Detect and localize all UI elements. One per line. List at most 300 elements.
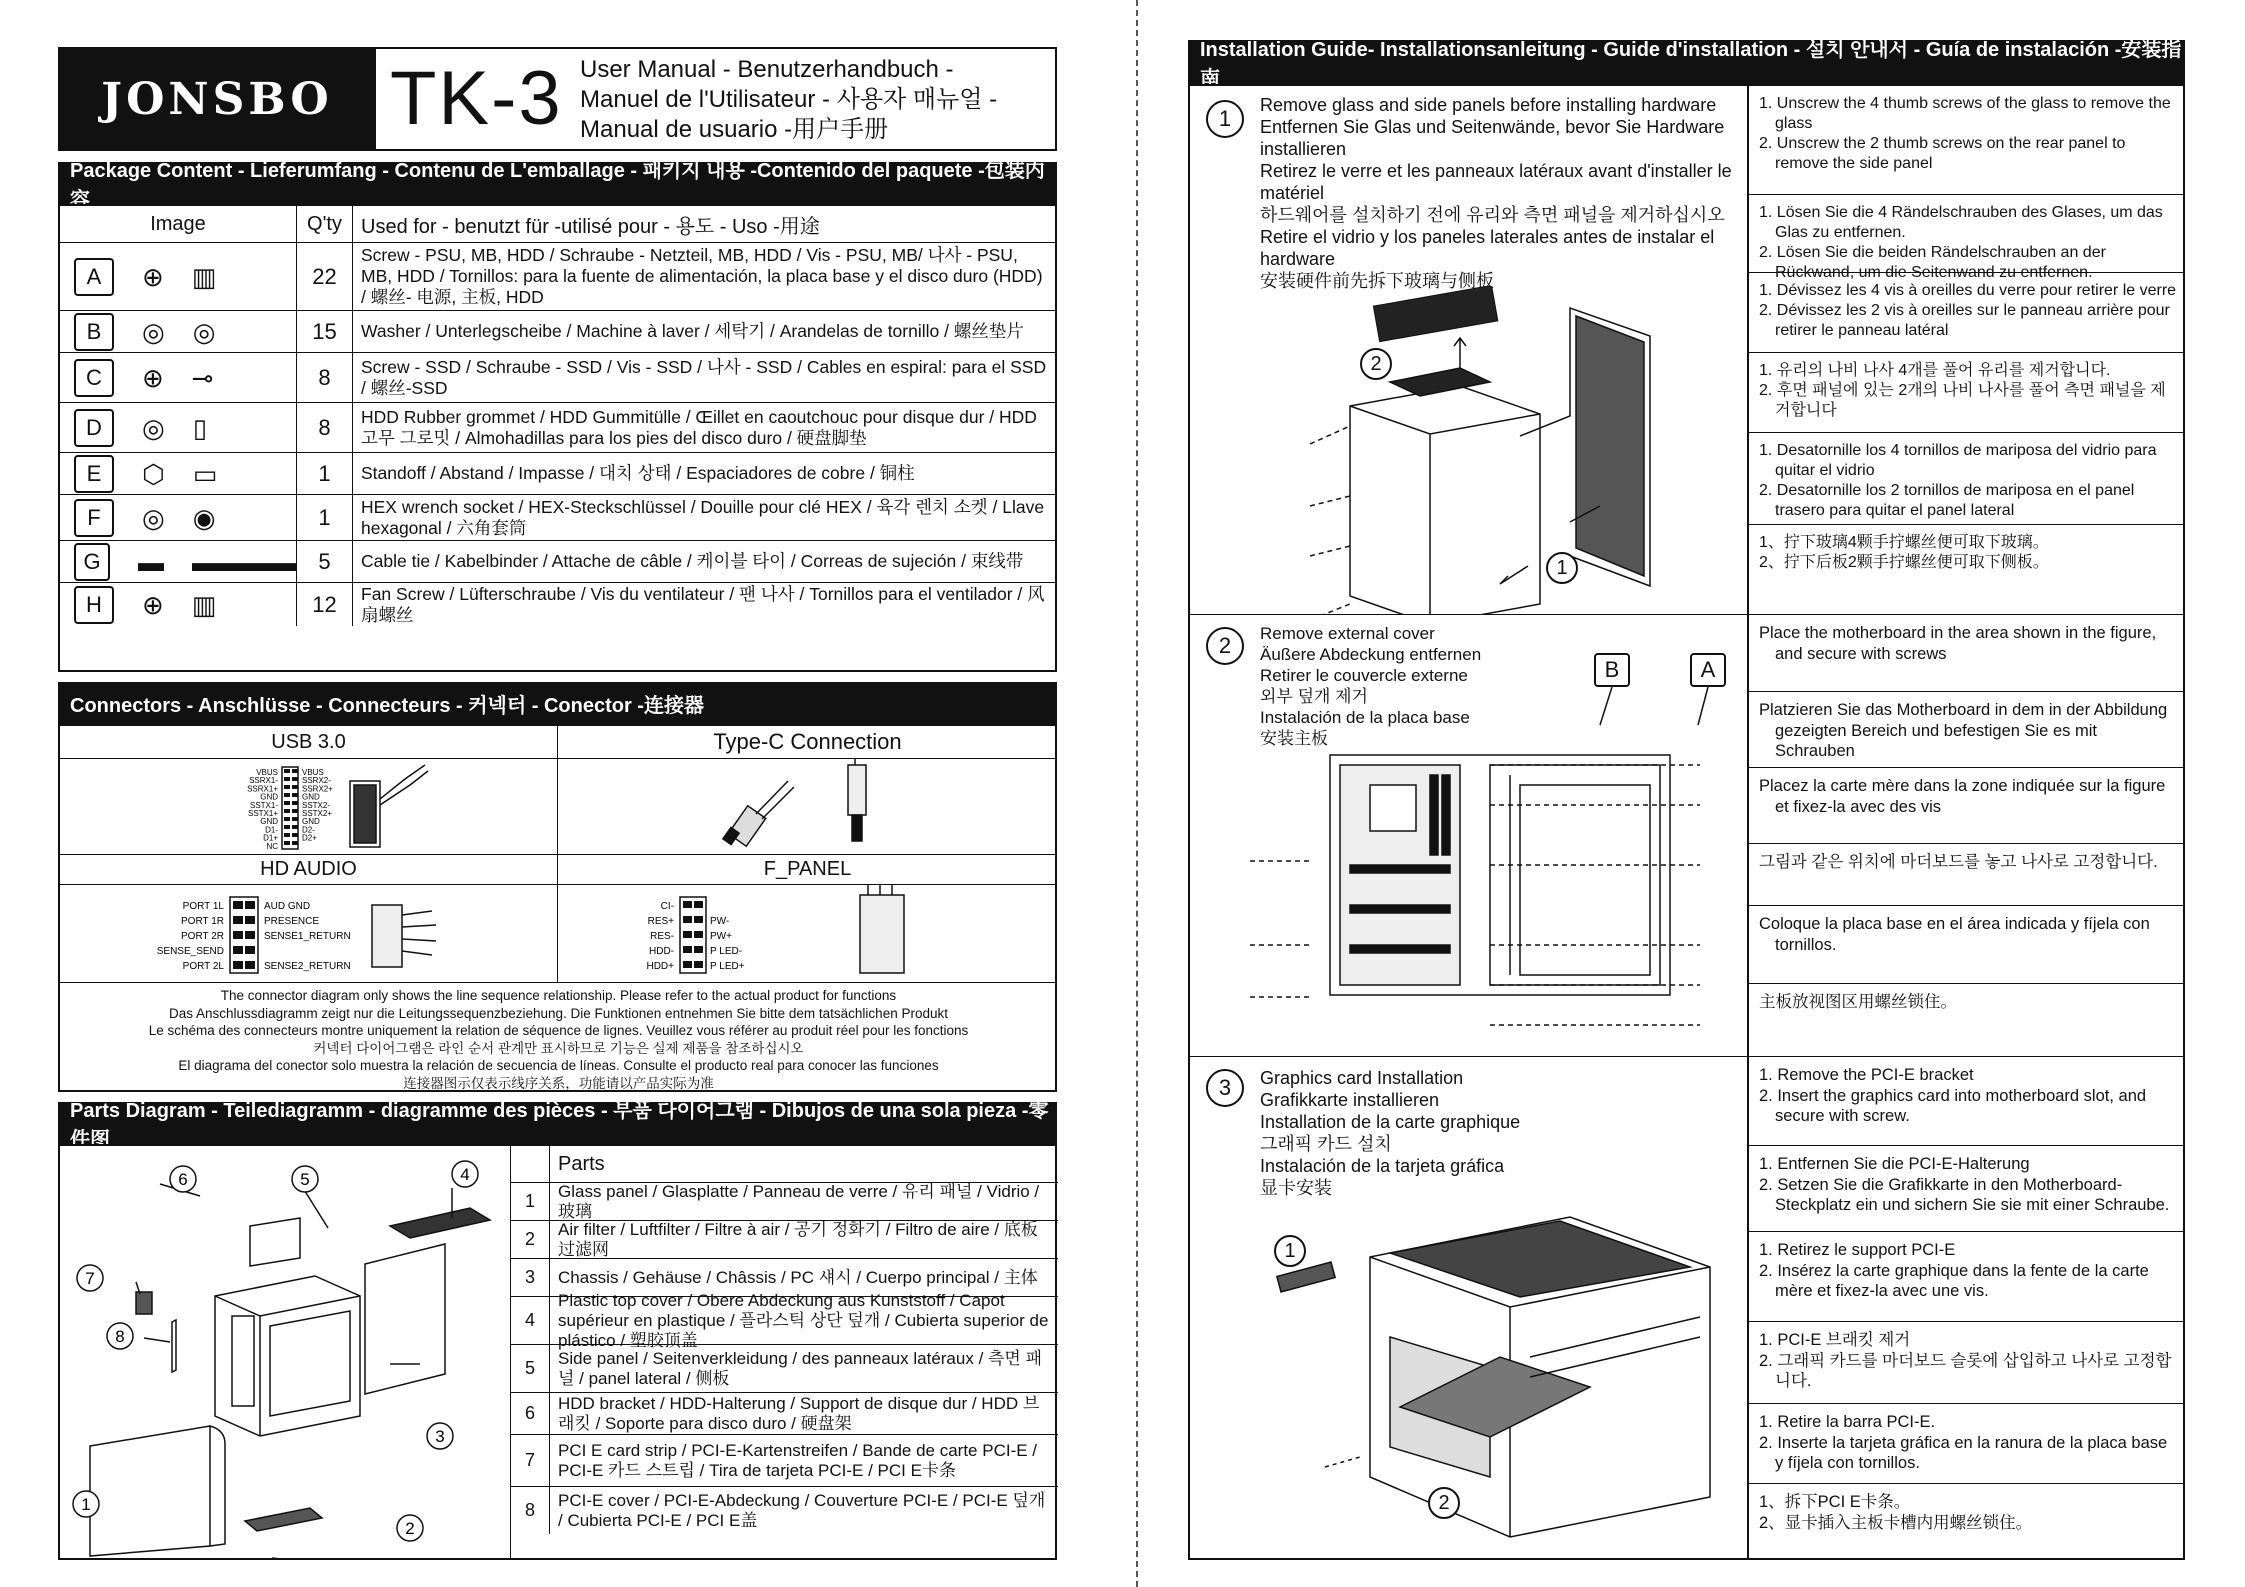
- instruction-cell: [1749, 983, 2185, 1057]
- part-number: 1: [511, 1182, 549, 1220]
- title-fr: Retirez le verre et les panneaux latéraux avant d'installer le matériel: [1260, 161, 1732, 203]
- air-filter-shape: [245, 1508, 322, 1531]
- usb-pin-labels-left: [247, 768, 278, 851]
- instruction-line: 1. 유리의 나비 나사 4개를 풀어 유리를 제거합니다.: [1759, 362, 2111, 379]
- step-3-instructions: [1749, 1056, 2185, 1558]
- instruction-cell: [1749, 767, 2185, 843]
- parts-area: [58, 1144, 1057, 1560]
- part-top-view-icon: ⊕: [142, 362, 164, 393]
- header-pin: [284, 777, 290, 781]
- instruction-line: Place the motherboard in the area shown in the figure, and secure with screws: [1759, 624, 2157, 663]
- illustration-callout: 2: [1428, 1487, 1460, 1519]
- pin-label: PORT 2R: [181, 931, 224, 942]
- header-pin: [233, 961, 243, 969]
- pin-label: NC: [266, 841, 278, 851]
- part-side-view-icon: ▬▬▬▬: [192, 546, 296, 577]
- step-number-badge: 1: [1206, 100, 1244, 138]
- package-row: [60, 310, 1057, 352]
- instruction-line: 2、拧下后板2颗手拧螺丝便可取下侧板。: [1759, 554, 2049, 571]
- part-callout-number: 1: [81, 1495, 91, 1514]
- part-number: 3: [511, 1258, 549, 1296]
- title-zh: 安装硬件前先拆下玻璃与侧板: [1260, 271, 1494, 291]
- part-top-view-icon: ⊕: [142, 589, 164, 620]
- typec-connector-diagram: [558, 759, 1058, 855]
- header-pin: [233, 931, 243, 939]
- note-line: Le schéma des connecteurs montre uniquement la relation de séquence de lignes. Veuillez vous référer au produit réel pour les fonctions: [148, 1023, 969, 1038]
- part-letter-badge: H: [74, 586, 114, 624]
- fp-pin-labels-left: [646, 901, 674, 972]
- glass-panel-edge: [210, 1426, 225, 1546]
- usb-plug-icon: [350, 765, 428, 847]
- note-line: El diagrama del conector solo muestra la relación de secuencia de líneas. Consulte el producto real para conocer las funciones: [178, 1058, 939, 1073]
- header-pin: [292, 841, 298, 845]
- part-letter-badge: A: [74, 258, 114, 296]
- col-header-parts: Parts: [549, 1146, 1058, 1182]
- part-side-view-icon: ◉: [192, 502, 216, 533]
- part-number: 7: [511, 1434, 549, 1486]
- model-name: TK-3: [390, 56, 563, 141]
- header-pin: [233, 946, 243, 954]
- header-pin: [284, 785, 290, 789]
- pin-label: SENSE1_RETURN: [264, 931, 351, 942]
- step-2-illustration: [1190, 615, 1747, 1055]
- typec-plug-angled-icon: [723, 781, 794, 846]
- header-pin: [292, 785, 298, 789]
- instruction-line: 2. 후면 패널에 있는 2개의 나비 나사를 풀어 측면 패널을 제거합니다: [1759, 382, 2166, 419]
- pin-label: SENSE2_RETURN: [264, 961, 351, 972]
- pin-label: VBUS: [256, 768, 278, 777]
- header-pin: [284, 833, 290, 837]
- header-divider: [374, 49, 376, 149]
- title-de: Grafikkarte installieren: [1260, 1090, 1440, 1110]
- part-usage: Screw - PSU, MB, HDD / Schraube - Netzteil, MB, HDD / Vis - PSU, MB/ 나사 - PSU, MB, HDD / Tornillos: para la fuente de alimentación, la placa base y el disco duro (HDD) / 螺丝- 电源, 主板, HDD: [352, 242, 1057, 310]
- pin-label: PW+: [710, 931, 732, 942]
- title-en: Remove glass and side panels before installing hardware: [1260, 95, 1717, 115]
- illustration-callout-box: B: [1594, 653, 1630, 687]
- pin-label: SSTX1-: [249, 800, 278, 810]
- part-letter-badge: F: [74, 499, 114, 537]
- instruction-line: 1. Lösen Sie die 4 Rändelschrauben des Glases, um das Glas zu entfernen.: [1759, 204, 2163, 241]
- step-title: [1260, 94, 1740, 292]
- usb-diagram-cell: [60, 758, 557, 854]
- part-name: PCI-E cover / PCI-E-Abdeckung / Couverture PCI-E / PCI-E 덮개 / Cubierta PCI-E / PCI E盖: [549, 1486, 1058, 1534]
- instruction-cell: [1749, 1321, 2185, 1403]
- pin-label: P LED-: [710, 946, 743, 957]
- pin-label: SSRX1-: [249, 776, 278, 786]
- header-pin: [245, 946, 255, 954]
- pin-label: SSRX2+: [302, 784, 333, 794]
- fpanel-connector-diagram: [558, 885, 1058, 983]
- hdaudio-title: HD AUDIO: [60, 854, 557, 884]
- part-name: Side panel / Seitenverkleidung / des panneaux latéraux / 측면 패널 / panel lateral / 侧板: [549, 1344, 1058, 1392]
- header-pin: [292, 809, 298, 813]
- header-pin: [284, 825, 290, 829]
- instruction-cell: [1749, 86, 2185, 194]
- note-line: 连接器图示仅表示线序关系，功能请以产品实际为准: [403, 1075, 714, 1091]
- pin-label: PRESENCE: [264, 916, 320, 927]
- part-callout-number: 5: [300, 1170, 310, 1189]
- package-row: [60, 540, 1057, 582]
- hd-pin-labels-right: [264, 901, 351, 972]
- part-callout-number: 6: [178, 1170, 188, 1189]
- instruction-cell: [1749, 1403, 2185, 1483]
- side-panel-shape: [365, 1244, 445, 1394]
- instruction-line: 1. Retire la barra PCI-E.: [1759, 1413, 1936, 1431]
- part-usage: Fan Screw / Lüfterschraube / Vis du ventilateur / 팬 나사 / Tornillos para el ventilador / 风扇螺丝: [352, 582, 1057, 626]
- usb-connector-diagram: [60, 759, 557, 855]
- part-usage: Screw - SSD / Schraube - SSD / Vis - SSD / 나사 - SSD / Cables en espiral: para el SSD / 螺丝-SSD: [352, 352, 1057, 402]
- part-image-cell: [60, 310, 296, 352]
- part-letter-badge: G: [74, 543, 110, 581]
- package-row: [60, 582, 1057, 626]
- fpanel-diagram-cell: [557, 884, 1057, 982]
- part-qty: 15: [296, 310, 352, 352]
- title-en: Remove external cover: [1260, 624, 1435, 643]
- title-ko: 그래픽 카드 설치: [1260, 1134, 1392, 1154]
- header-pin: [694, 946, 703, 953]
- pin-label: HDD-: [649, 946, 674, 957]
- header-pin: [292, 769, 298, 773]
- instruction-cell: [1749, 1057, 2185, 1145]
- fpanel-title: F_PANEL: [557, 854, 1057, 884]
- header-pin: [683, 916, 692, 923]
- part-name: Glass panel / Glasplatte / Panneau de verre / 유리 패널 / Vidrio / 玻璃: [549, 1182, 1058, 1220]
- title-fr: Installation de la carte graphique: [1260, 1112, 1521, 1132]
- pci-cover-shape: [172, 1320, 176, 1372]
- part-name: Plastic top cover / Obere Abdeckung aus Kunststoff / Capot supérieur en plastique / 플라스틱 상단 덮개 / Cubierta superior de plástico / 塑胶顶盖: [549, 1296, 1058, 1344]
- part-letter-badge: B: [74, 313, 114, 351]
- part-top-view-icon: ⊕: [142, 261, 164, 292]
- note-line: 커넥터 다이어그램은 라인 순서 관계만 표시하므로 기능은 실제 제품을 참조하십시오: [313, 1040, 804, 1056]
- part-image-cell: [60, 352, 296, 402]
- header-pin: [284, 809, 290, 813]
- usb-title: USB 3.0: [271, 730, 346, 753]
- title-zh: 安装主板: [1260, 729, 1328, 748]
- header-pin: [233, 916, 243, 924]
- part-qty: 12: [296, 582, 352, 626]
- instruction-line: 2. Lösen Sie die beiden Rändelschrauben an der Rückwand, um die Seitenwand zu entfernen.: [1759, 244, 2106, 281]
- instruction-line: 1. Entfernen Sie die PCI-E-Halterung: [1759, 1155, 2030, 1173]
- instruction-line: Coloque la placa base en el área indicada y fíjela con tornillos.: [1759, 915, 2150, 954]
- instruction-line: 1. Dévissez les 4 vis à oreilles du verre pour retirer le verre: [1759, 282, 2177, 299]
- part-number: 4: [511, 1296, 549, 1344]
- package-table: [58, 204, 1057, 672]
- col-header-image: Image: [150, 212, 206, 235]
- header-pin: [292, 793, 298, 797]
- glass-panel-shape: [1373, 286, 1497, 342]
- header-pin: [683, 961, 692, 968]
- part-top-view-icon: ◎: [142, 412, 165, 443]
- header-pin: [245, 961, 255, 969]
- part-qty: 8: [296, 402, 352, 452]
- instruction-line: Placez la carte mère dans la zone indiquée sur la figure et fixez-la avec des vis: [1759, 777, 2166, 816]
- pin-label: SSRX1+: [247, 784, 278, 794]
- pin-label: GND: [260, 817, 278, 827]
- part-callout-number: 2: [405, 1519, 415, 1538]
- step-2-instructions: [1749, 614, 2185, 1056]
- header-pin: [683, 901, 692, 908]
- instruction-line: 1. Retirez le support PCI-E: [1759, 1241, 1956, 1259]
- pin-label: P LED+: [710, 961, 745, 972]
- header-pin: [683, 931, 692, 938]
- up-arrow: [1454, 338, 1466, 368]
- pci-strip-shape: [136, 1292, 152, 1314]
- pin-label: PORT 2L: [182, 961, 224, 972]
- pin-label: RES-: [650, 931, 674, 942]
- col-header-qty: Q'ty: [296, 206, 352, 242]
- usb-pin-labels-right: [302, 768, 333, 843]
- note-line: The connector diagram only shows the line sequence relationship. Please refer to the actual product for functions: [220, 988, 897, 1003]
- part-name: Air filter / Luftfilter / Filtre à air / 공기 정화기 / Filtro de aire / 底板过滤网: [549, 1220, 1058, 1258]
- header-pin: [245, 931, 255, 939]
- step-2: [1190, 614, 1747, 1056]
- part-name: Chassis / Gehäuse / Châssis / PC 섀시 / Cuerpo principal / 主体: [549, 1258, 1058, 1296]
- parts-callouts: [73, 1161, 478, 1541]
- pin-label: D2-: [302, 825, 315, 835]
- parts-exploded-diagram: [60, 1146, 510, 1558]
- brand-logo: JONSBO: [101, 73, 333, 125]
- part-name: HDD bracket / HDD-Halterung / Support de disque dur / HDD 브래킷 / Soporte para disco duro / 硬盘架: [549, 1392, 1058, 1434]
- instruction-line: 1、拆下PCI E卡条。: [1759, 1493, 1911, 1511]
- part-letter-badge: E: [74, 455, 114, 493]
- title-fr: Retirer le couvercle externe: [1260, 666, 1468, 685]
- header-pin: [292, 817, 298, 821]
- instruction-line: 1、拧下玻璃4颗手拧螺丝便可取下玻璃。: [1759, 534, 2049, 551]
- instruction-cell: [1749, 843, 2185, 905]
- part-usage: Cable tie / Kabelbinder / Attache de câble / 케이블 타이 / Correas de sujeción / 束线带: [352, 540, 1057, 582]
- part-image-cell: [60, 402, 296, 452]
- pin-label: D2+: [302, 833, 317, 843]
- package-row: [60, 452, 1057, 494]
- instruction-line: 2. Desatornille los 2 tornillos de mariposa en el panel trasero para quitar el panel lateral: [1759, 482, 2135, 519]
- title-de: Entfernen Sie Glas und Seitenwände, bevor Sie Hardware installieren: [1260, 117, 1725, 159]
- install-table: [1188, 84, 2185, 1560]
- part-top-view-icon: ▬: [138, 546, 164, 577]
- package-row: [60, 494, 1057, 540]
- pin-label: SSTX2-: [302, 800, 331, 810]
- header-pin: [284, 801, 290, 805]
- instruction-line: 2. Setzen Sie die Grafikkarte in den Motherboard-Steckplatz ein und sichern Sie sie mit einer Schraube.: [1759, 1175, 2170, 1214]
- pin-label: D1-: [265, 825, 278, 835]
- header-pin: [284, 769, 290, 773]
- part-letter-badge: C: [74, 359, 114, 397]
- instruction-line: 2. Insert the graphics card into motherboard slot, and secure with screw.: [1759, 1086, 2147, 1125]
- title-line: Manual de usuario -用户手册: [580, 116, 889, 143]
- instruction-cell: [1749, 194, 2185, 281]
- connector-note: [60, 982, 1057, 1092]
- parts-section-title: Parts Diagram - Teilediagramm - diagramme des pièces - 부품 다이어그램 - Dibujos de una sola pieza -零件图: [58, 1102, 1057, 1144]
- part-callout-number: 8: [115, 1327, 125, 1346]
- typec-diagram-cell: [557, 758, 1057, 854]
- header-pin: [245, 901, 255, 909]
- title-de: Äußere Abdeckung entfernen: [1260, 645, 1482, 664]
- part-number: 5: [511, 1344, 549, 1392]
- part-qty: 8: [296, 352, 352, 402]
- title-ko: 외부 덮개 제거: [1260, 687, 1368, 706]
- manual-title: [580, 55, 997, 145]
- instruction-line: 2. Unscrew the 2 thumb screws on the rear panel to remove the side panel: [1759, 135, 2126, 172]
- title-es: Retire el vidrio y los paneles laterales antes de instalar el hardware: [1260, 227, 1715, 269]
- step-number-badge: 2: [1206, 627, 1244, 665]
- header-pin: [694, 916, 703, 923]
- instruction-cell: [1749, 691, 2185, 767]
- pin-label: SSTX1+: [247, 809, 278, 818]
- hdaudio-diagram-cell: [60, 884, 557, 982]
- fp-pin-labels-right: [710, 916, 745, 972]
- illustration-callout: 1: [1274, 1235, 1306, 1267]
- part-usage: HDD Rubber grommet / HDD Gummitülle / Œillet en caoutchouc pour disque dur / HDD 고무 그로밋 / Almohadillas para los pies del disco duro / 硬盘脚垫: [352, 402, 1057, 452]
- pin-label: AUD GND: [264, 901, 311, 912]
- connectors-section-title: Connectors - Anschlüsse - Connecteurs - 커넥터 - Conector -连接器: [58, 682, 1057, 724]
- part-qty: 5: [296, 540, 352, 582]
- instruction-cell: [1749, 272, 2185, 352]
- instruction-line: 2. 그래픽 카드를 마더보드 슬롯에 삽입하고 나사로 고정합니다.: [1759, 1351, 2172, 1390]
- part-usage: HEX wrench socket / HEX-Steckschlüssel / Douille pour clé HEX / 육각 렌치 소켓 / Llave hexagonal / 六角套筒: [352, 494, 1057, 540]
- page-fold-line: [1136, 0, 1138, 1587]
- manual-header: [58, 47, 1057, 151]
- note-line: Das Anschlussdiagramm zeigt nur die Leitungssequenzbeziehung. Die Funktionen entnehmen Sie bitte dem tatsächlichen Produkt: [169, 1005, 948, 1021]
- part-image-cell: [60, 494, 296, 540]
- part-side-view-icon: ▭: [192, 458, 218, 489]
- pin-label: SSRX2-: [302, 776, 331, 786]
- pin-label: VBUS: [302, 768, 324, 777]
- instruction-line: 1. Unscrew the 4 thumb screws of the glass to remove the glass: [1759, 95, 2171, 132]
- col-header-used: Used for - benutzt für -utilisé pour - 용도 - Uso -用途: [352, 206, 1057, 242]
- part-side-view-icon: ⊸: [191, 362, 214, 393]
- hdaudio-connector-diagram: [60, 885, 557, 983]
- part-qty: 1: [296, 452, 352, 494]
- header-pin: [292, 833, 298, 837]
- package-row: [60, 402, 1057, 452]
- pin-label: PORT 1L: [182, 901, 224, 912]
- title-es: Instalación de la placa base: [1260, 708, 1470, 727]
- step-3: [1190, 1056, 1747, 1558]
- part-image-cell: [60, 452, 296, 494]
- instruction-cell: [1749, 1231, 2185, 1321]
- step-1-instructions: [1749, 86, 2185, 614]
- instruction-cell: [1749, 905, 2185, 983]
- hdd-bracket-shape: [250, 1218, 300, 1266]
- part-side-view-icon: ▥: [191, 261, 217, 292]
- header-pin: [284, 841, 290, 845]
- step-number-badge: 3: [1206, 1069, 1244, 1107]
- header-pin: [284, 793, 290, 797]
- part-callout-number: 4: [460, 1165, 470, 1184]
- connectors-table: [58, 724, 1057, 1092]
- instruction-line: 1. PCI-E 브래킷 제거: [1759, 1331, 1911, 1349]
- part-side-view-icon: ▥: [191, 589, 217, 620]
- title-zh: 显卡安装: [1260, 1178, 1332, 1198]
- part-number: 6: [511, 1392, 549, 1434]
- package-row: [60, 242, 1057, 310]
- part-callout-number: 7: [85, 1269, 95, 1288]
- fp-plug-icon: [860, 885, 904, 973]
- typec-title: Type-C Connection: [557, 726, 1057, 758]
- header-pin: [233, 901, 243, 909]
- part-usage: Washer / Unterlegscheibe / Machine à laver / 세탁기 / Arandelas de tornillo / 螺丝垫片: [352, 310, 1057, 352]
- part-image-cell: [60, 242, 296, 310]
- hd-plug-icon: [372, 905, 436, 967]
- part-image-cell: [60, 540, 296, 582]
- instruction-cell: [1749, 615, 2185, 691]
- pin-label: HDD+: [646, 961, 674, 972]
- hd-pin-labels-left: [157, 901, 225, 972]
- instruction-line: 2. Inserte la tarjeta gráfica en la ranura de la placa base y fíjela con tornillos.: [1759, 1433, 2168, 1472]
- typec-plug-vertical-icon: [848, 759, 866, 841]
- part-qty: 1: [296, 494, 352, 540]
- part-number: 2: [511, 1220, 549, 1258]
- header-pin: [683, 946, 692, 953]
- part-top-view-icon: ◎: [142, 316, 165, 347]
- part-callout-number: 3: [435, 1427, 445, 1446]
- top-mesh-shape: [1390, 1221, 1690, 1297]
- logo-block: [60, 49, 374, 149]
- part-top-view-icon: ◎: [142, 502, 165, 533]
- pin-label: PORT 1R: [181, 916, 224, 927]
- title-ko: 하드웨어를 설치하기 전에 유리와 측면 패널을 제거하십시오: [1260, 205, 1725, 225]
- part-side-view-icon: ▯: [192, 412, 207, 443]
- pin-label: GND: [302, 792, 320, 802]
- pin-label: SSTX2+: [302, 809, 333, 818]
- pin-label: PW-: [710, 916, 730, 927]
- illustration-callout: 1: [1546, 552, 1578, 584]
- pin-label: D1+: [263, 833, 278, 843]
- case-body-shape: [1350, 386, 1540, 614]
- part-top-view-icon: ⬡: [142, 458, 165, 489]
- part-side-view-icon: ◎: [192, 316, 216, 347]
- instruction-cell: [1749, 1145, 2185, 1231]
- parts-table: [510, 1146, 1057, 1558]
- part-letter-badge: D: [74, 409, 114, 447]
- install-section-title: Installation Guide- Installationsanleitung - Guide d'installation - 설치 안내서 - Guía de instalación -安装指南: [1188, 40, 2185, 84]
- header-pin: [292, 801, 298, 805]
- instruction-line: 2. Dévissez les 2 vis à oreilles sur le panneau arrière pour retirer le panneau latéral: [1759, 302, 2170, 339]
- header-pin: [694, 961, 703, 968]
- instruction-line: 그림과 같은 위치에 마더보드를 놓고 나사로 고정합니다.: [1759, 853, 2158, 871]
- title-line: Manuel de l'Utilisateur - 사용자 매뉴얼 -: [580, 86, 998, 113]
- title-line: User Manual - Benutzerhandbuch -: [580, 56, 954, 83]
- header-pin: [694, 901, 703, 908]
- instruction-cell: [1749, 1483, 2185, 1559]
- title-es: Instalación de la tarjeta gráfica: [1260, 1156, 1505, 1176]
- part-image-cell: [60, 582, 296, 626]
- illustration-callout-box: A: [1690, 653, 1726, 687]
- part-number: 8: [511, 1486, 549, 1534]
- header-pin: [245, 916, 255, 924]
- instruction-line: 1. Desatornille los 4 tornillos de mariposa del vidrio para quitar el vidrio: [1759, 442, 2157, 479]
- header-pin: [284, 817, 290, 821]
- pin-label: CI-: [660, 901, 674, 912]
- part-name: PCI E card strip / PCI-E-Kartenstreifen / Bande de carte PCI-E / PCI-E 카드 스트립 / Tira de tarjeta PCI-E / PCI E卡条: [549, 1434, 1058, 1486]
- title-en: Graphics card Installation: [1260, 1068, 1464, 1088]
- instruction-cell: [1749, 432, 2185, 524]
- instruction-line: 2. Insérez la carte graphique dans la fente de la carte mère et fixez-la avec une vis.: [1759, 1261, 2149, 1300]
- top-cover-shape: [390, 1208, 490, 1238]
- pin-label: GND: [302, 817, 320, 827]
- package-row: [60, 352, 1057, 402]
- glass-panel-shape: [90, 1426, 210, 1556]
- instruction-line: 2、显卡插入主板卡槽内用螺丝锁住。: [1759, 1513, 2033, 1532]
- pin-label: SENSE_SEND: [156, 946, 224, 957]
- part-qty: 22: [296, 242, 352, 310]
- instruction-cell: [1749, 524, 2185, 614]
- package-section-title: Package Content - Lieferumfang - Contenu de L'emballage - 패키지 내용 -Contenido del paquete -包装内容: [58, 162, 1057, 204]
- illustration-callout: 2: [1360, 348, 1392, 380]
- pin-label: GND: [260, 792, 278, 802]
- step-1: [1190, 86, 1747, 614]
- instruction-line: Platzieren Sie das Motherboard in dem in der Abbildung gezeigten Bereich und befestigen Sie es mit Schrauben: [1759, 701, 2168, 760]
- header-pin: [694, 931, 703, 938]
